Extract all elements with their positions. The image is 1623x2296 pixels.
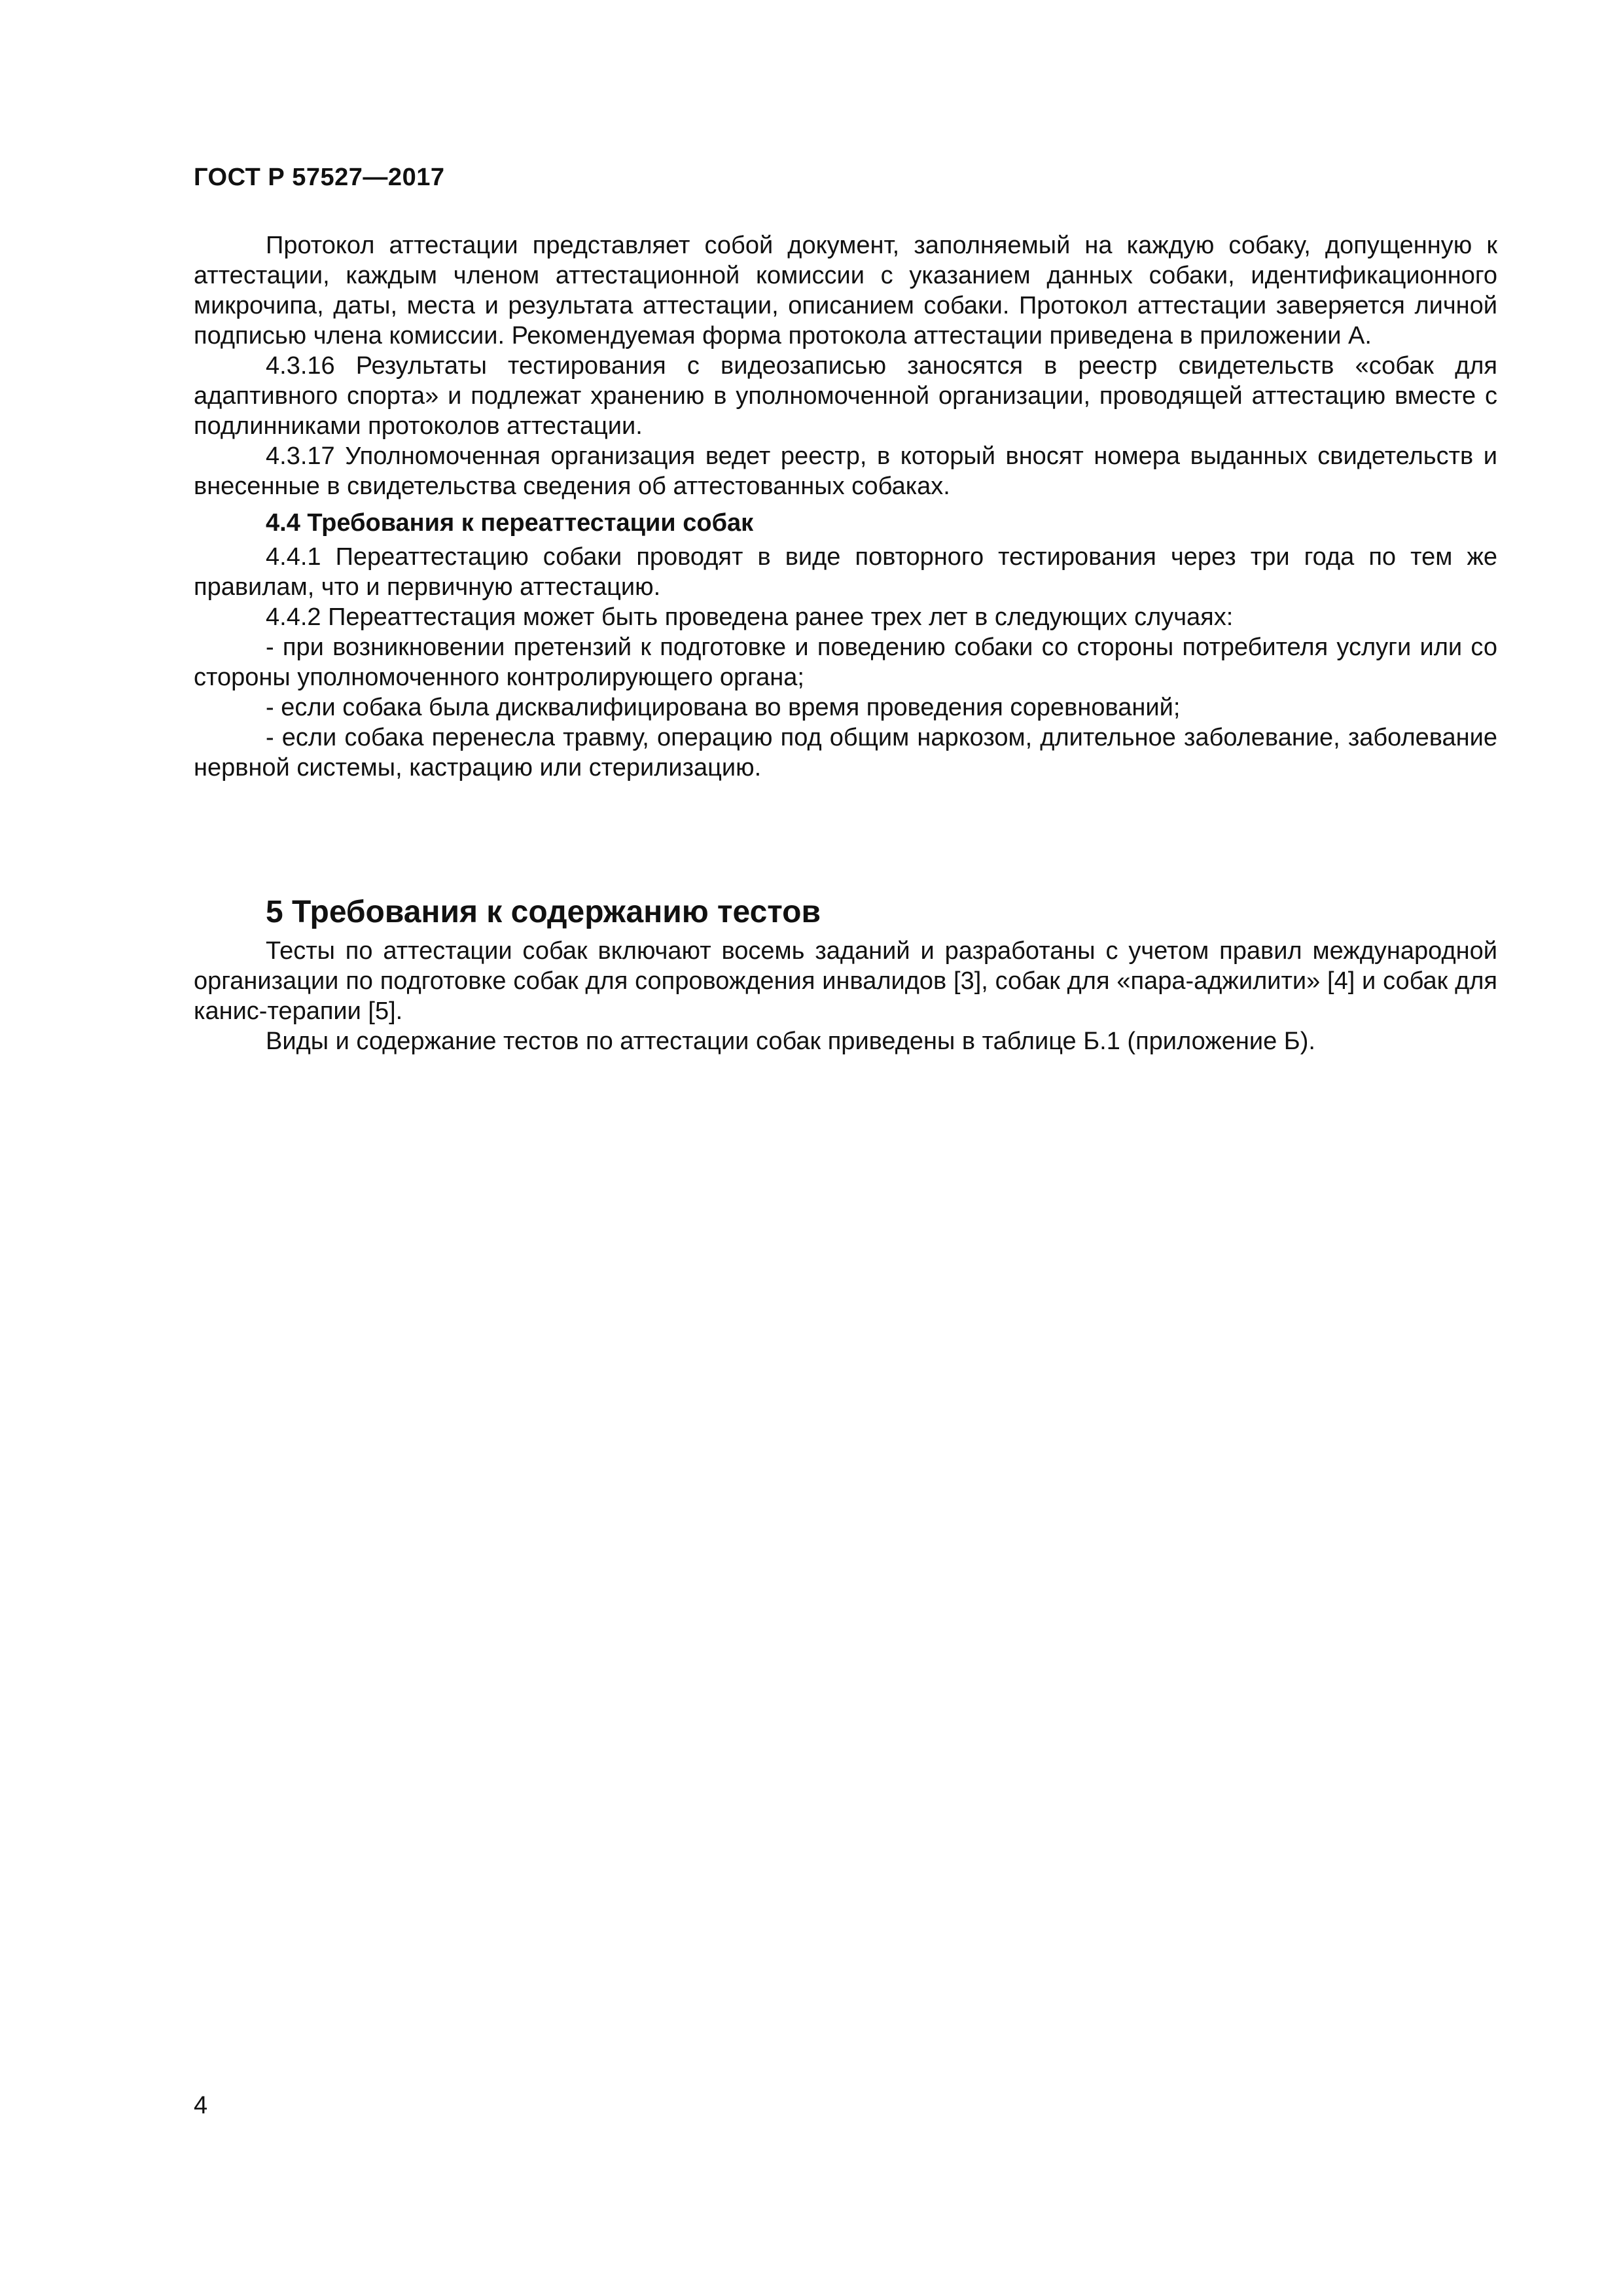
subsection-title-4-4: 4.4 Требования к переаттестации собак — [266, 509, 754, 537]
list-item-injury: - если собака перенесла травму, операцию под общим наркозом, длительное заболевание, заболевание нервной системы, кастрацию или стерилизацию. — [194, 724, 1497, 781]
section-title-5: 5 Требования к содержанию тестов — [266, 894, 821, 929]
page-number: 4 — [194, 2092, 208, 2119]
paragraph-tests-tasks: Тесты по аттестации собак включают восемь заданий и разработаны с учетом правил международной организации по подготовке собак для сопровождения инвалидов [3], собак для «пара-аджилити» [4] и собак для канис-терапии [5]. — [194, 937, 1497, 1025]
list-item-disqualified: - если собака была дисквалифицирована во время проведения соревнований; — [266, 694, 1181, 721]
paragraph-tests-table-ref: Виды и содержание тестов по аттестации собак приведены в таблице Б.1 (приложение Б). — [266, 1028, 1315, 1055]
paragraph-4-4-1: 4.4.1 Переаттестацию собаки проводят в виде повторного тестирования через три года по тем же правилам, что и первичную аттестацию. — [194, 543, 1497, 601]
document-code-header: ГОСТ Р 57527—2017 — [194, 164, 445, 191]
text-block-section-4 — [194, 230, 1497, 783]
text-block-section-5 — [194, 936, 1497, 1056]
list-item-claims: - при возникновении претензий к подготовке и поведению собаки со стороны потребителя услуги или со стороны уполномоченного контролирующего органа; — [194, 634, 1497, 691]
paragraph-4-4-2: 4.4.2 Переаттестация может быть проведена ранее трех лет в следующих случаях: — [266, 603, 1234, 631]
paragraph-4-3-16: 4.3.16 Результаты тестирования с видеозаписью заносятся в реестр свидетельств «собак для адаптивного спорта» и подлежат хранению в уполномоченной организации, проводящей аттестацию вместе с подлинниками протоколов аттестации. — [194, 352, 1497, 440]
paragraph-protocol: Протокол аттестации представляет собой документ, заполняемый на каждую собаку, допущенную к аттестации, каждым членом аттестационной комиссии с указанием данных собаки, идентификационного микрочипа, даты, места и результата аттестации, описанием собаки. Протокол аттестации заверяется личной подписью члена комиссии. Рекомендуемая форма протокола аттестации приведена в приложении А. — [194, 232, 1497, 350]
paragraph-4-3-17: 4.3.17 Уполномоченная организация ведет реестр, в который вносят номера выданных свидетельств и внесенные в свидетельства сведения об аттестованных собаках. — [194, 442, 1497, 500]
